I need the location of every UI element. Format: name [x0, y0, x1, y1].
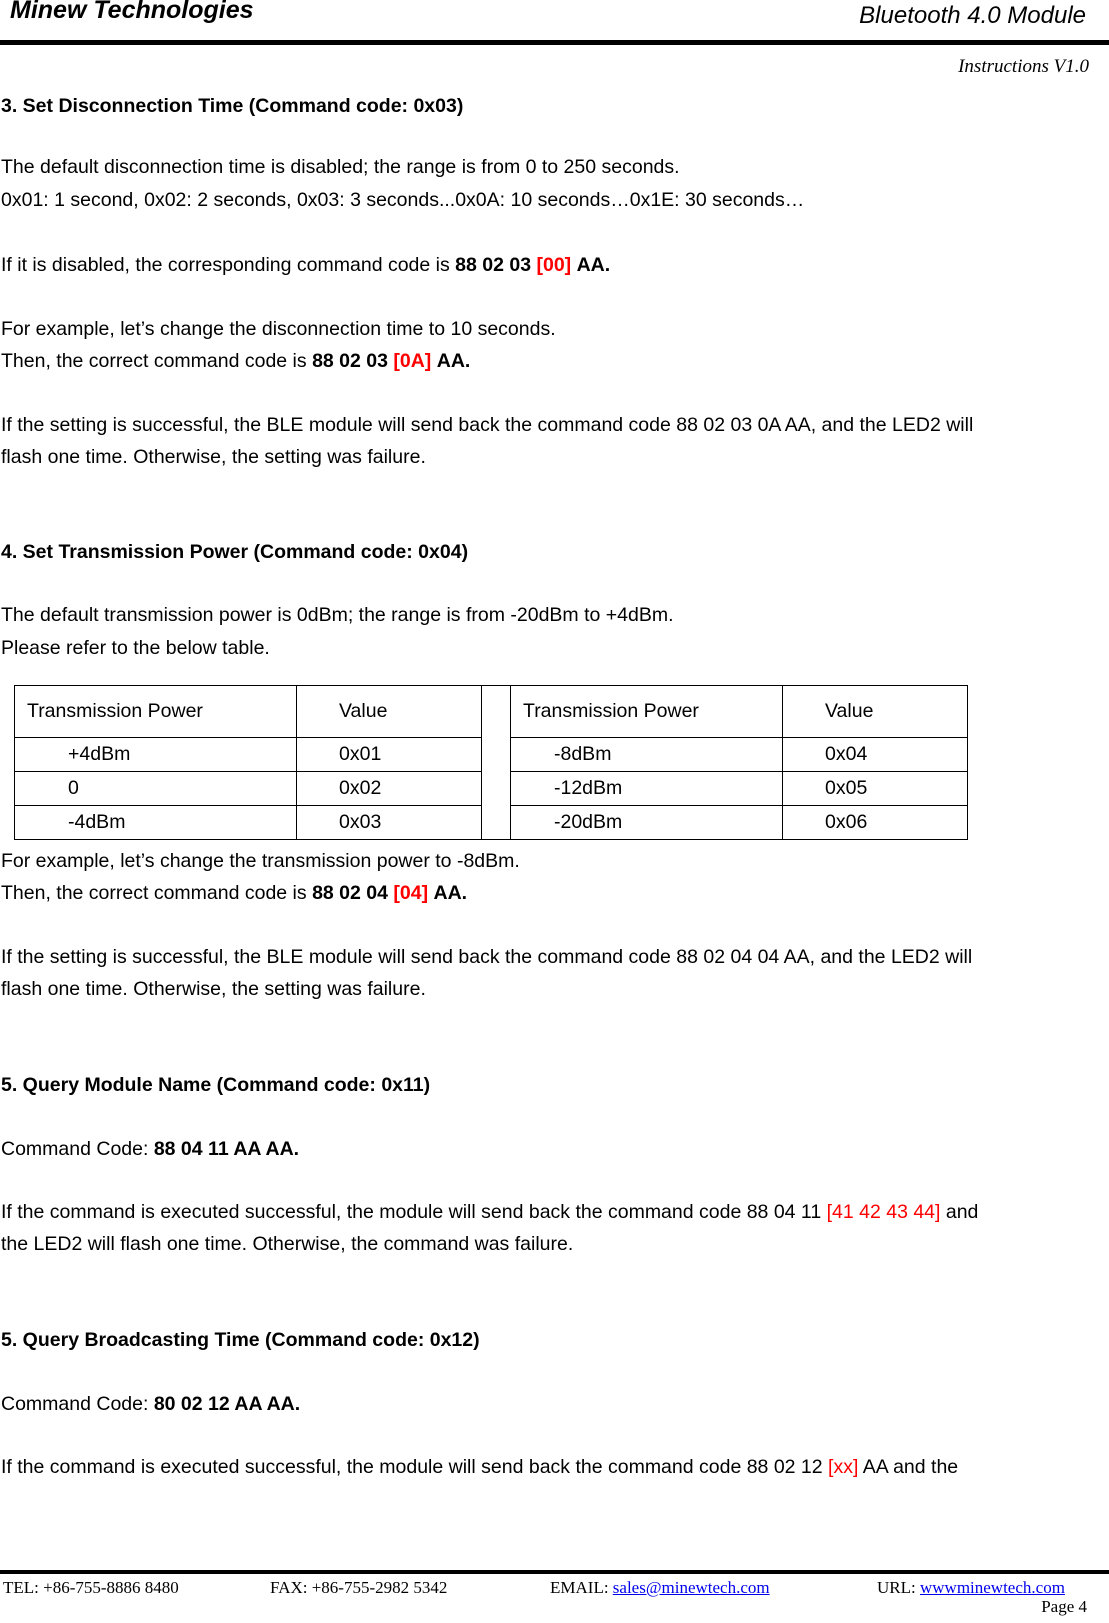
command-line	[1, 1137, 299, 1161]
company-name: Minew Technologies	[10, 0, 254, 24]
table-cell: 0x04	[783, 738, 968, 772]
section-3-heading: 3. Set Disconnection Time (Command code: 0x03)	[1, 95, 464, 117]
table-cell: 0x05	[783, 772, 968, 806]
footer-url	[877, 1578, 1065, 1598]
email-label: EMAIL:	[550, 1578, 613, 1597]
table-spacer-cell	[482, 686, 511, 840]
paragraph: flash one time. Otherwise, the setting was failure.	[1, 978, 426, 1000]
text: If the command is executed successful, the module will send back the command code 88 02 12	[1, 1456, 829, 1478]
table-header-cell: Value	[297, 686, 482, 738]
paragraph	[1, 1200, 978, 1224]
paragraph: If the setting is successful, the BLE module will send back the command code 88 02 03 0A AA, and the LED2 will	[1, 414, 974, 436]
paragraph: flash one time. Otherwise, the setting was failure.	[1, 446, 426, 468]
url-label: URL:	[877, 1578, 920, 1597]
section-4-heading: 4. Set Transmission Power (Command code: 0x04)	[1, 541, 469, 563]
command-code: 88 04 11 AA AA.	[153, 1138, 300, 1160]
footer-email	[550, 1578, 770, 1598]
command-code: 88 02 03	[312, 350, 388, 372]
paragraph: If the setting is successful, the BLE module will send back the command code 88 02 04 04 AA, and the LED2 will	[1, 946, 973, 968]
footer-divider	[0, 1570, 1109, 1574]
command-parameter: [00]	[536, 254, 572, 276]
command-line	[1, 1392, 300, 1416]
paragraph: the LED2 will flash one time. Otherwise, the command was failure.	[1, 1233, 574, 1255]
text: AA and the	[858, 1456, 959, 1478]
table-header-cell: Value	[783, 686, 968, 738]
website-link[interactable]: wwwminewtech.com	[919, 1578, 1065, 1597]
text: and	[940, 1201, 979, 1223]
module-title: Bluetooth 4.0 Module	[859, 2, 1086, 29]
command-line	[1, 253, 610, 277]
section-5-heading: 5. Query Module Name (Command code: 0x11)	[1, 1074, 431, 1096]
command-line	[1, 349, 470, 373]
response-parameter: [xx]	[828, 1456, 859, 1478]
table-cell: 0x03	[297, 806, 482, 840]
command-parameter: [0A]	[393, 350, 432, 372]
command-parameter: [04]	[393, 882, 429, 904]
command-terminator: AA.	[436, 350, 471, 372]
paragraph: The default disconnection time is disabled; the range is from 0 to 250 seconds.	[1, 156, 680, 178]
footer-fax: FAX: +86-755-2982 5342	[270, 1578, 448, 1597]
paragraph: The default transmission power is 0dBm; the range is from -20dBm to +4dBm.	[1, 604, 674, 626]
document-version: Instructions V1.0	[958, 56, 1089, 77]
transmission-power-table	[14, 685, 968, 840]
footer-tel: TEL: +86-755-8886 8480	[3, 1578, 179, 1597]
table-cell: 0	[15, 772, 297, 806]
paragraph	[1, 1455, 958, 1479]
table-header-row	[15, 686, 968, 738]
response-parameter: [41 42 43 44]	[826, 1201, 941, 1223]
command-terminator: AA.	[433, 882, 468, 904]
table-cell: -12dBm	[511, 772, 783, 806]
section-broadcasting-heading: 5. Query Broadcasting Time (Command code: 0x12)	[1, 1329, 480, 1351]
command-code: 88 02 04	[312, 882, 388, 904]
table-cell: -4dBm	[15, 806, 297, 840]
page-number: Page 4	[1041, 1597, 1087, 1616]
command-code: 80 02 12 AA AA.	[153, 1393, 301, 1415]
table-cell: +4dBm	[15, 738, 297, 772]
table-cell: -20dBm	[511, 806, 783, 840]
paragraph: Please refer to the below table.	[1, 637, 270, 659]
table-header-cell: Transmission Power	[15, 686, 297, 738]
text: Then, the correct command code is	[1, 350, 313, 372]
text: Then, the correct command code is	[1, 882, 313, 904]
text: Command Code:	[1, 1138, 154, 1160]
table-cell: 0x01	[297, 738, 482, 772]
command-line	[1, 881, 467, 905]
table-cell: 0x02	[297, 772, 482, 806]
header-divider	[0, 40, 1109, 45]
text: If it is disabled, the corresponding command code is	[1, 254, 456, 276]
paragraph: 0x01: 1 second, 0x02: 2 seconds, 0x03: 3 seconds...0x0A: 10 seconds…0x1E: 30 seconds…	[1, 189, 805, 211]
paragraph: For example, let’s change the disconnection time to 10 seconds.	[1, 318, 556, 340]
text: If the command is executed successful, the module will send back the command code 88 04 11	[1, 1201, 827, 1223]
command-terminator: AA.	[576, 254, 611, 276]
table-cell: -8dBm	[511, 738, 783, 772]
paragraph: For example, let’s change the transmission power to -8dBm.	[1, 850, 520, 872]
table-header-cell: Transmission Power	[511, 686, 783, 738]
email-link[interactable]: sales@minewtech.com	[612, 1578, 770, 1597]
command-code: 88 02 03	[455, 254, 532, 276]
table-cell: 0x06	[783, 806, 968, 840]
text: Command Code:	[1, 1393, 154, 1415]
